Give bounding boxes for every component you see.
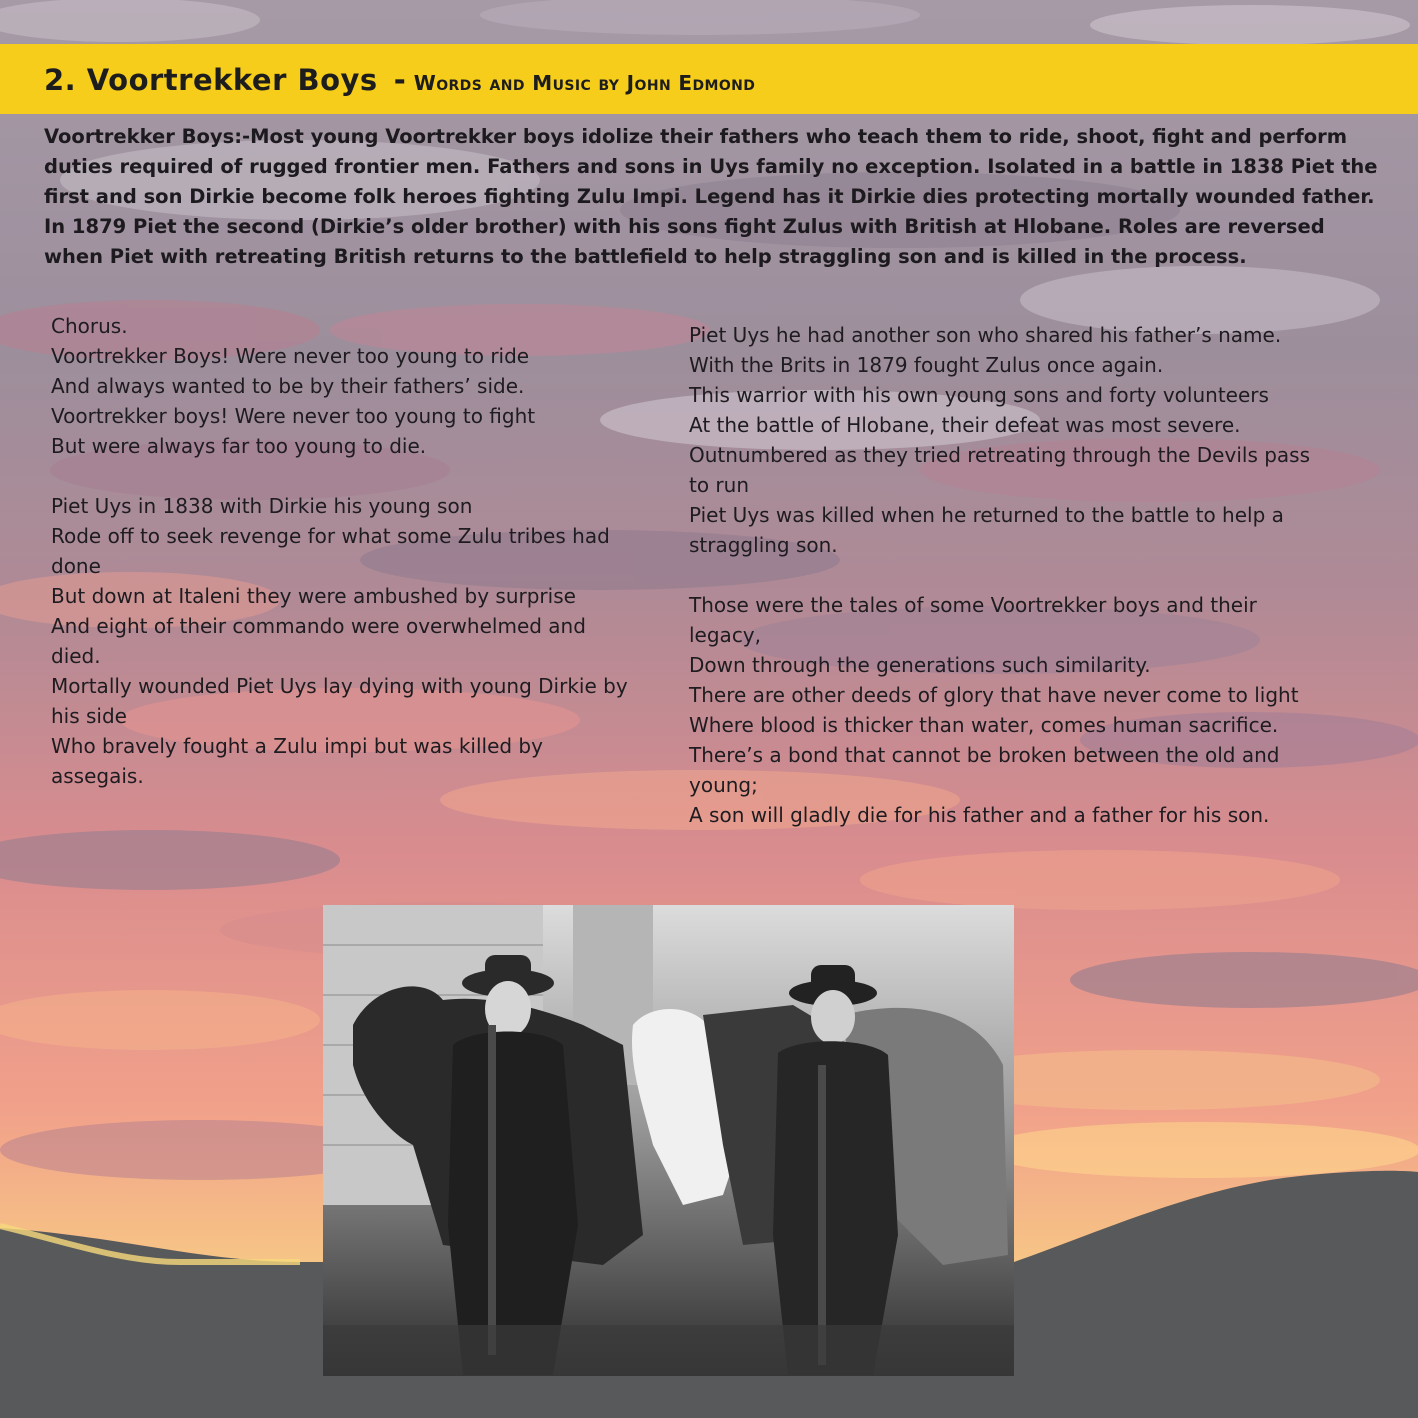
lyric-line: There are other deeds of glory that have never come to light [689,683,1299,707]
chorus-label: Chorus. [51,314,128,338]
lyric-line: Piet Uys in 1838 with Dirkie his young son [51,494,473,518]
lyric-line: Those were the tales of some Voortrekker boys and their legacy, [689,593,1257,647]
historic-photo [323,905,1014,1376]
lyric-line: At the battle of Hlobane, their defeat was most severe. [689,413,1241,437]
lyric-line: There’s a bond that cannot be broken between the old and young; [689,743,1280,797]
lyric-line: And always wanted to be by their fathers’ side. [51,374,525,398]
lyric-line: Who bravely fought a Zulu impi but was killed by assegais. [51,734,543,788]
lyric-line: But down at Italeni they were ambushed by surprise [51,584,576,608]
lyric-line: Rode off to seek revenge for what some Zulu tribes had done [51,524,610,578]
lyric-line: Voortrekker Boys! Were never too young to ride [51,344,530,368]
song-credits: Words and Music by John Edmond [413,71,756,95]
stanza-gap [51,461,641,491]
lyric-line: Down through the generations such similarity. [689,653,1151,677]
lyric-line: Piet Uys was killed when he returned to the battle to help a straggling son. [689,503,1284,557]
lyric-line: Outnumbered as they tried retreating through the Devils pass to run [689,443,1311,497]
song-title: 2. Voortrekker Boys [44,63,378,97]
lyric-line: Mortally wounded Piet Uys lay dying with young Dirkie by his side [51,674,628,728]
title-separator: - [393,63,406,97]
lyric-line: This warrior with his own young sons and forty volunteers [689,383,1269,407]
lyric-line: Where blood is thicker than water, comes human sacrifice. [689,713,1279,737]
lyric-line: Voortrekker boys! Were never too young to fight [51,404,536,428]
lyric-line: With the Brits in 1879 fought Zulus once again. [689,353,1164,377]
lyric-line: A son will gladly die for his father and a father for his son. [689,803,1270,827]
lyrics-right-column [689,320,1329,830]
page-title [44,60,755,98]
lyric-line: But were always far too young to die. [51,434,427,458]
lyrics-left-column [51,311,641,791]
historic-photo-two-boys-with-horses [323,905,1014,1376]
lyric-line: And eight of their commando were overwhelmed and died. [51,614,586,668]
song-introduction: Voortrekker Boys:-Most young Voortrekker boys idolize their fathers who teach them to ride, shoot, fight and perform duties required of rugged frontier men. Fathers and sons in Uys family no exception. Isolated in a battle in 1838 Piet the first and son Dirkie become folk heroes fighting Zulu Impi. Legend has it Dirkie dies protecting mortally wounded father. In 1879 Piet the second (Dirkie’s older brother) with his sons fight Zulus with British at Hlobane. Roles are reversed when Piet with retreating British returns to the battlefield to help straggling son and is killed in the process. [44,125,1378,268]
lyric-line: Piet Uys he had another son who shared his father’s name. [689,323,1282,347]
stanza-gap [689,560,1329,590]
